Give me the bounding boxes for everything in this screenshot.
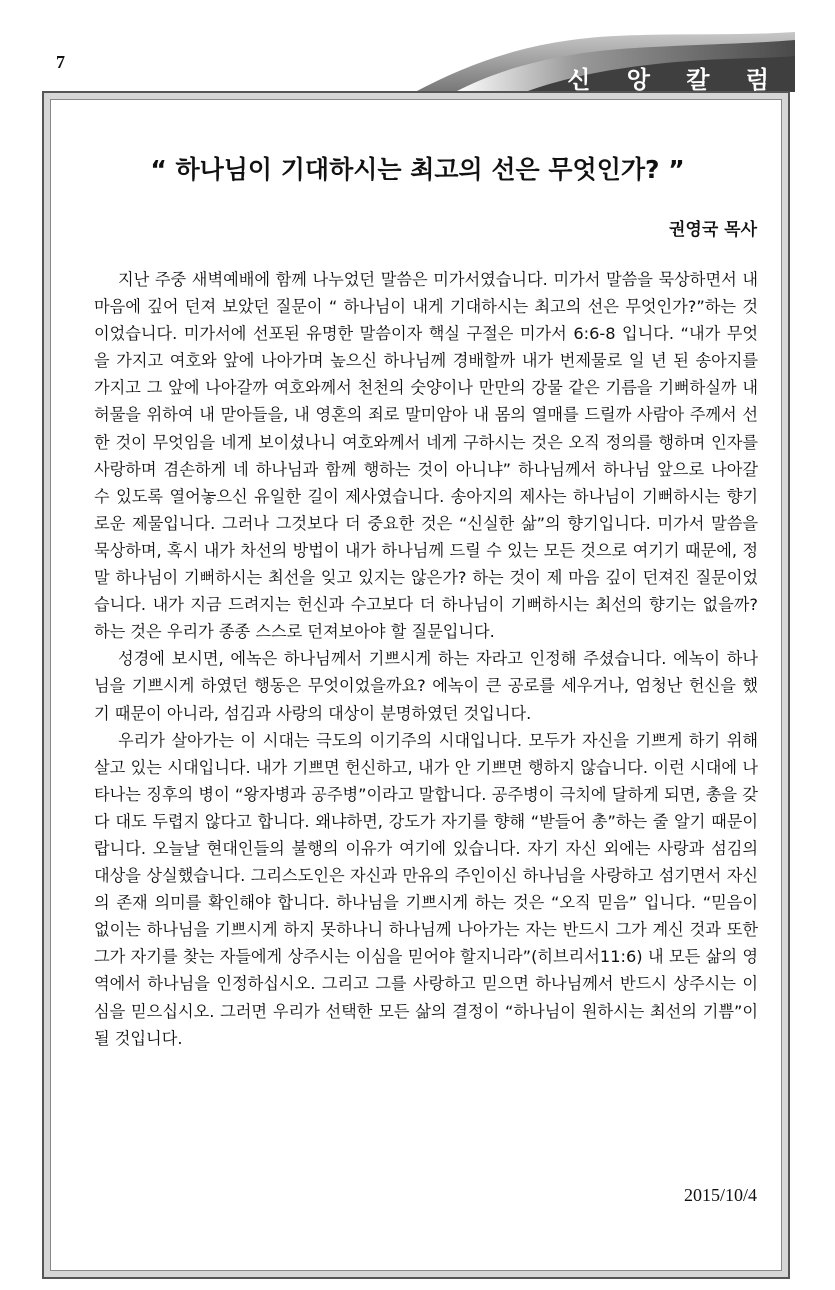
paragraph: 지난 주중 새벽예배에 함께 나누었던 말씀은 미가서였습니다. 미가서 말씀을 묵상하면서 내 마음에 깊어 던져 보았던 질문이 “ 하나님이 내게 기대하시는 최고의 선은 무엇인가?”하는 것이었습니다. 미가서에 선포된 유명한 말씀이자 핵실 구절은 미가서 6:6-8 입니다. “내가 무엇을 가지고 여호와 앞에 나아가며 높으신 하나님께 경배할까 내가 번제물로 일 년 된 송아지를 가지고 그 앞에 나아갈까 여호와께서 천천의 숫양이나 만만의 강물 같은 기름을 기뻐하실까 내 허물을 위하여 내 맏아들을, 내 영혼의 죄로 말미암아 내 몸의 열매를 드릴까 사람아 주께서 선한 것이 무엇임을 네게 보이셨나니 여호와께서 네게 구하시는 것은 오직 정의를 행하며 인자를 사랑하며 겸손하게 네 하나님과 함께 행하는 것이 아니냐” 하나님께서 하나님 앞으로 나아갈 수 있도록 열어놓으신 유일한 길이 제사였습니다. 송아지의 제사는 하나님이 기뻐하시는 향기로운 제물입니다. 그러나 그것보다 더 중요한 것은 “신실한 삶”의 향기입니다. 미가서 말씀을 묵상하며, 혹시 내가 차선의 방법이 내가 하나님께 드릴 수 있는 모든 것으로 여기기 때문에, 정말 하나님이 기뻐하시는 최선을 잊고 있지는 않은가? 하는 것이 제 마음 깊이 던져진 질문이었습니다. 내가 지금 드려지는 헌신과 수고보다 더 하나님이 기뻐하시는 최선의 향기는 없을까? 하는 것은 우리가 종종 스스로 던져보아야 할 질문입니다.	[94, 270, 758, 642]
article-author: 권영국 목사	[668, 220, 757, 240]
paragraph: 우리가 살아가는 이 시대는 극도의 이기주의 시대입니다. 모두가 자신을 기쁘게 하기 위해 살고 있는 시대입니다. 내가 기쁘면 헌신하고, 내가 안 기쁘면 행하지 않습니다. 이런 시대에 나타나는 징후의 병이 “왕자병과 공주병”이라고 말합니다. 공주병이 극치에 달하게 되면, 총을 갖다 대도 두렵지 않다고 합니다. 왜냐하면, 강도가 자기를 향해 “받들어 총”하는 줄 알기 때문이랍니다. 오늘날 현대인들의 불행의 이유가 여기에 있습니다. 자기 자신 외에는 사랑과 섬김의 대상을 상실했습니다. 그리스도인은 자신과 만유의 주인이신 하나님을 사랑하고 섬기면서 자신의 존재 의미를 확인해야 합니다. 하나님을 기쁘시게 하는 것은 “오직 믿음” 입니다. “믿음이 없이는 하나님을 기쁘시게 하지 못하나니 하나님께 나아가는 자는 반드시 그가 계신 것과 또한 그가 자기를 찾는 자들에게 상주시는 이심을 믿어야 할지니라”(히브리서11:6) 내 모든 삶의 영역에서 하나님을 인정하십시오. 그리고 그를 사랑하고 믿으면 하나님께서 반드시 상주시는 이심을 믿으십시오. 그러면 우리가 선택한 모든 삶의 결정이 “하나님이 원하시는 최선의 기쁨”이 될 것입니다.	[94, 730, 758, 1048]
article-title: “ 하나님이 기대하시는 최고의 선은 무엇인가? ”	[150, 155, 685, 184]
page-number: 7	[56, 52, 65, 72]
article-body	[94, 266, 758, 1052]
article-date: 2015/10/4	[683, 1185, 757, 1205]
paragraph: 성경에 보시면, 에녹은 하나님께서 기쁘시게 하는 자라고 인정해 주셨습니다. 에녹이 하나님을 기쁘시게 하였던 행동은 무엇이었을까요? 에녹이 큰 공로를 세우거나, 엄청난 헌신을 했기 때문이 아니라, 섬김과 사랑의 대상이 분명하였던 것입니다.	[94, 649, 758, 723]
section-title: 신 앙 칼 럼	[567, 66, 783, 94]
